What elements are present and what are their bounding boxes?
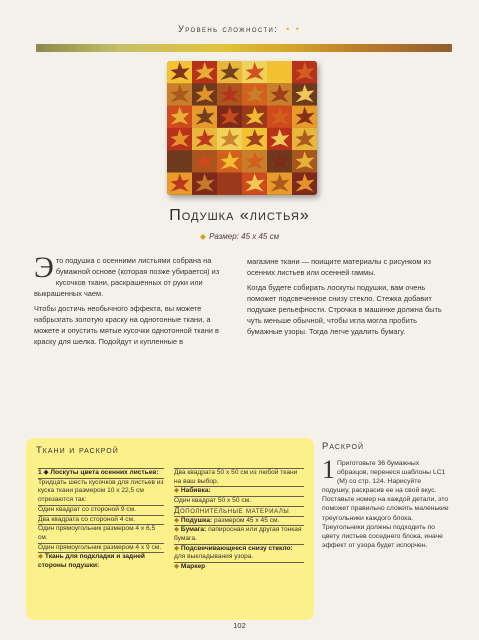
cutting-title: Раскрой <box>322 441 364 452</box>
item-1-head: Лоскуты цвета осенних листьев: <box>50 469 159 476</box>
intro-paragraph-3: магазине ткани — поищите материалы с рисунком из осенних листьев или осенней гаммы. <box>247 257 432 277</box>
difficulty-label: Уровень сложности: <box>178 24 279 34</box>
dropcap: Э <box>34 251 54 284</box>
materials-title: Ткани и раскрой <box>36 445 119 456</box>
diamond-icon: ◆ <box>174 516 180 524</box>
item-1-marker: 1 ◆ <box>38 469 49 476</box>
extra-item: ◆ Подушка: размером 45 х 45 см. <box>174 516 280 524</box>
difficulty-dots: • • <box>286 24 301 34</box>
item-1-line: Два квадрата со стороной 4 см. <box>38 515 135 523</box>
binding-heading <box>174 487 304 496</box>
intro-paragraph-1: то подушка с осенними листьями собрана на бумажной основе (которая позже убирается) из кусочков ткани, раскрашенных от руки или выкрашенных чаем. <box>34 256 220 298</box>
extra-item: ◆ Маркер <box>174 563 206 571</box>
size-line <box>0 232 479 241</box>
cutting-paragraph: Приготовьте 36 бумажных образцов, перенеся шаблоны LC1 (М) со стр. 124. Нарисуйте подушку, раскрасив ее на свой вкус. Поставьте номер на каждой детали, это поможет правильно сложить маленькие треугольники каждого блока. Треугольники должны подходить по цвету листьев соседнего блока, иначе эффект от узора будет испорчен. <box>322 460 449 549</box>
page-title: Подушка «листья» <box>169 207 310 224</box>
extra-item: ◆ Подсвечивающееся снизу стекло: для выкладывания узора. <box>174 544 293 561</box>
extra-item: ◆ Бумага: папиросная или другая тонкая бумага. <box>174 526 302 542</box>
binding-head: Набивка: <box>180 487 211 495</box>
intro-column-right <box>247 256 451 341</box>
size-text: Размер: 45 х 45 см <box>209 232 280 241</box>
item-2-heading <box>38 553 164 570</box>
autumn-leaves-pillow-image <box>167 61 317 195</box>
cutting-dropcap: 1 <box>322 455 335 484</box>
page-number: 102 <box>233 621 246 630</box>
item-1-line: Один квадрат со стороной 9 см. <box>38 505 136 513</box>
header-color-bar <box>36 44 452 52</box>
diamond-icon: ◆ <box>199 232 207 241</box>
difficulty-rating <box>0 24 479 34</box>
binding-text: Один квадрат 50 х 50 см. <box>174 497 251 505</box>
item-1-heading <box>38 469 164 478</box>
diamond-icon: ◆ <box>174 526 180 534</box>
materials-column-1 <box>38 468 164 571</box>
diamond-icon: ◆ <box>174 544 180 552</box>
backing-line: Два квадрата 50 х 50 см из любой ткани на ваш выбор. <box>174 469 298 485</box>
intro-paragraph-2: Чтобы достичь необычного эффекта, вы можете набрызгать золотую краску на однотонные ткани, а можете и опустить мятые кусочки однотонной ткани в краску для шелка. Подойдут и купленные в <box>34 304 219 346</box>
diamond-icon: ◆ <box>38 553 44 561</box>
item-2-head: Ткань для подкладки и задней стороны подушки: <box>38 553 145 570</box>
item-1-line: Один прямоугольник размером 4 х 9 см. <box>38 543 162 551</box>
materials-column-2 <box>174 468 304 572</box>
extra-materials-title: Дополнительные материалы <box>174 505 290 515</box>
diamond-icon: ◆ <box>174 563 180 571</box>
intro-column-left <box>34 251 234 351</box>
item-1-line: Тридцать шесть кусочков для листьев из куска ткани размером 10 х 22,5 см отрезаются так: <box>38 478 164 504</box>
intro-paragraph-4: Когда будете собирать лоскуты подушки, вам очень поможет подсвеченное снизу стекло. Стежка добавит подушке рельефности. Строчка в машинке должна быть чуть меньше обычной, чтобы игла могла пробить бумажные узоры. Тогда легче удалить бумагу. <box>247 283 442 336</box>
item-1-line: Один прямоугольник размером 4 х 6,5 см. <box>38 525 156 541</box>
diamond-icon: ◆ <box>174 487 180 495</box>
pillow-photo <box>167 61 317 195</box>
cutting-text <box>322 455 450 550</box>
